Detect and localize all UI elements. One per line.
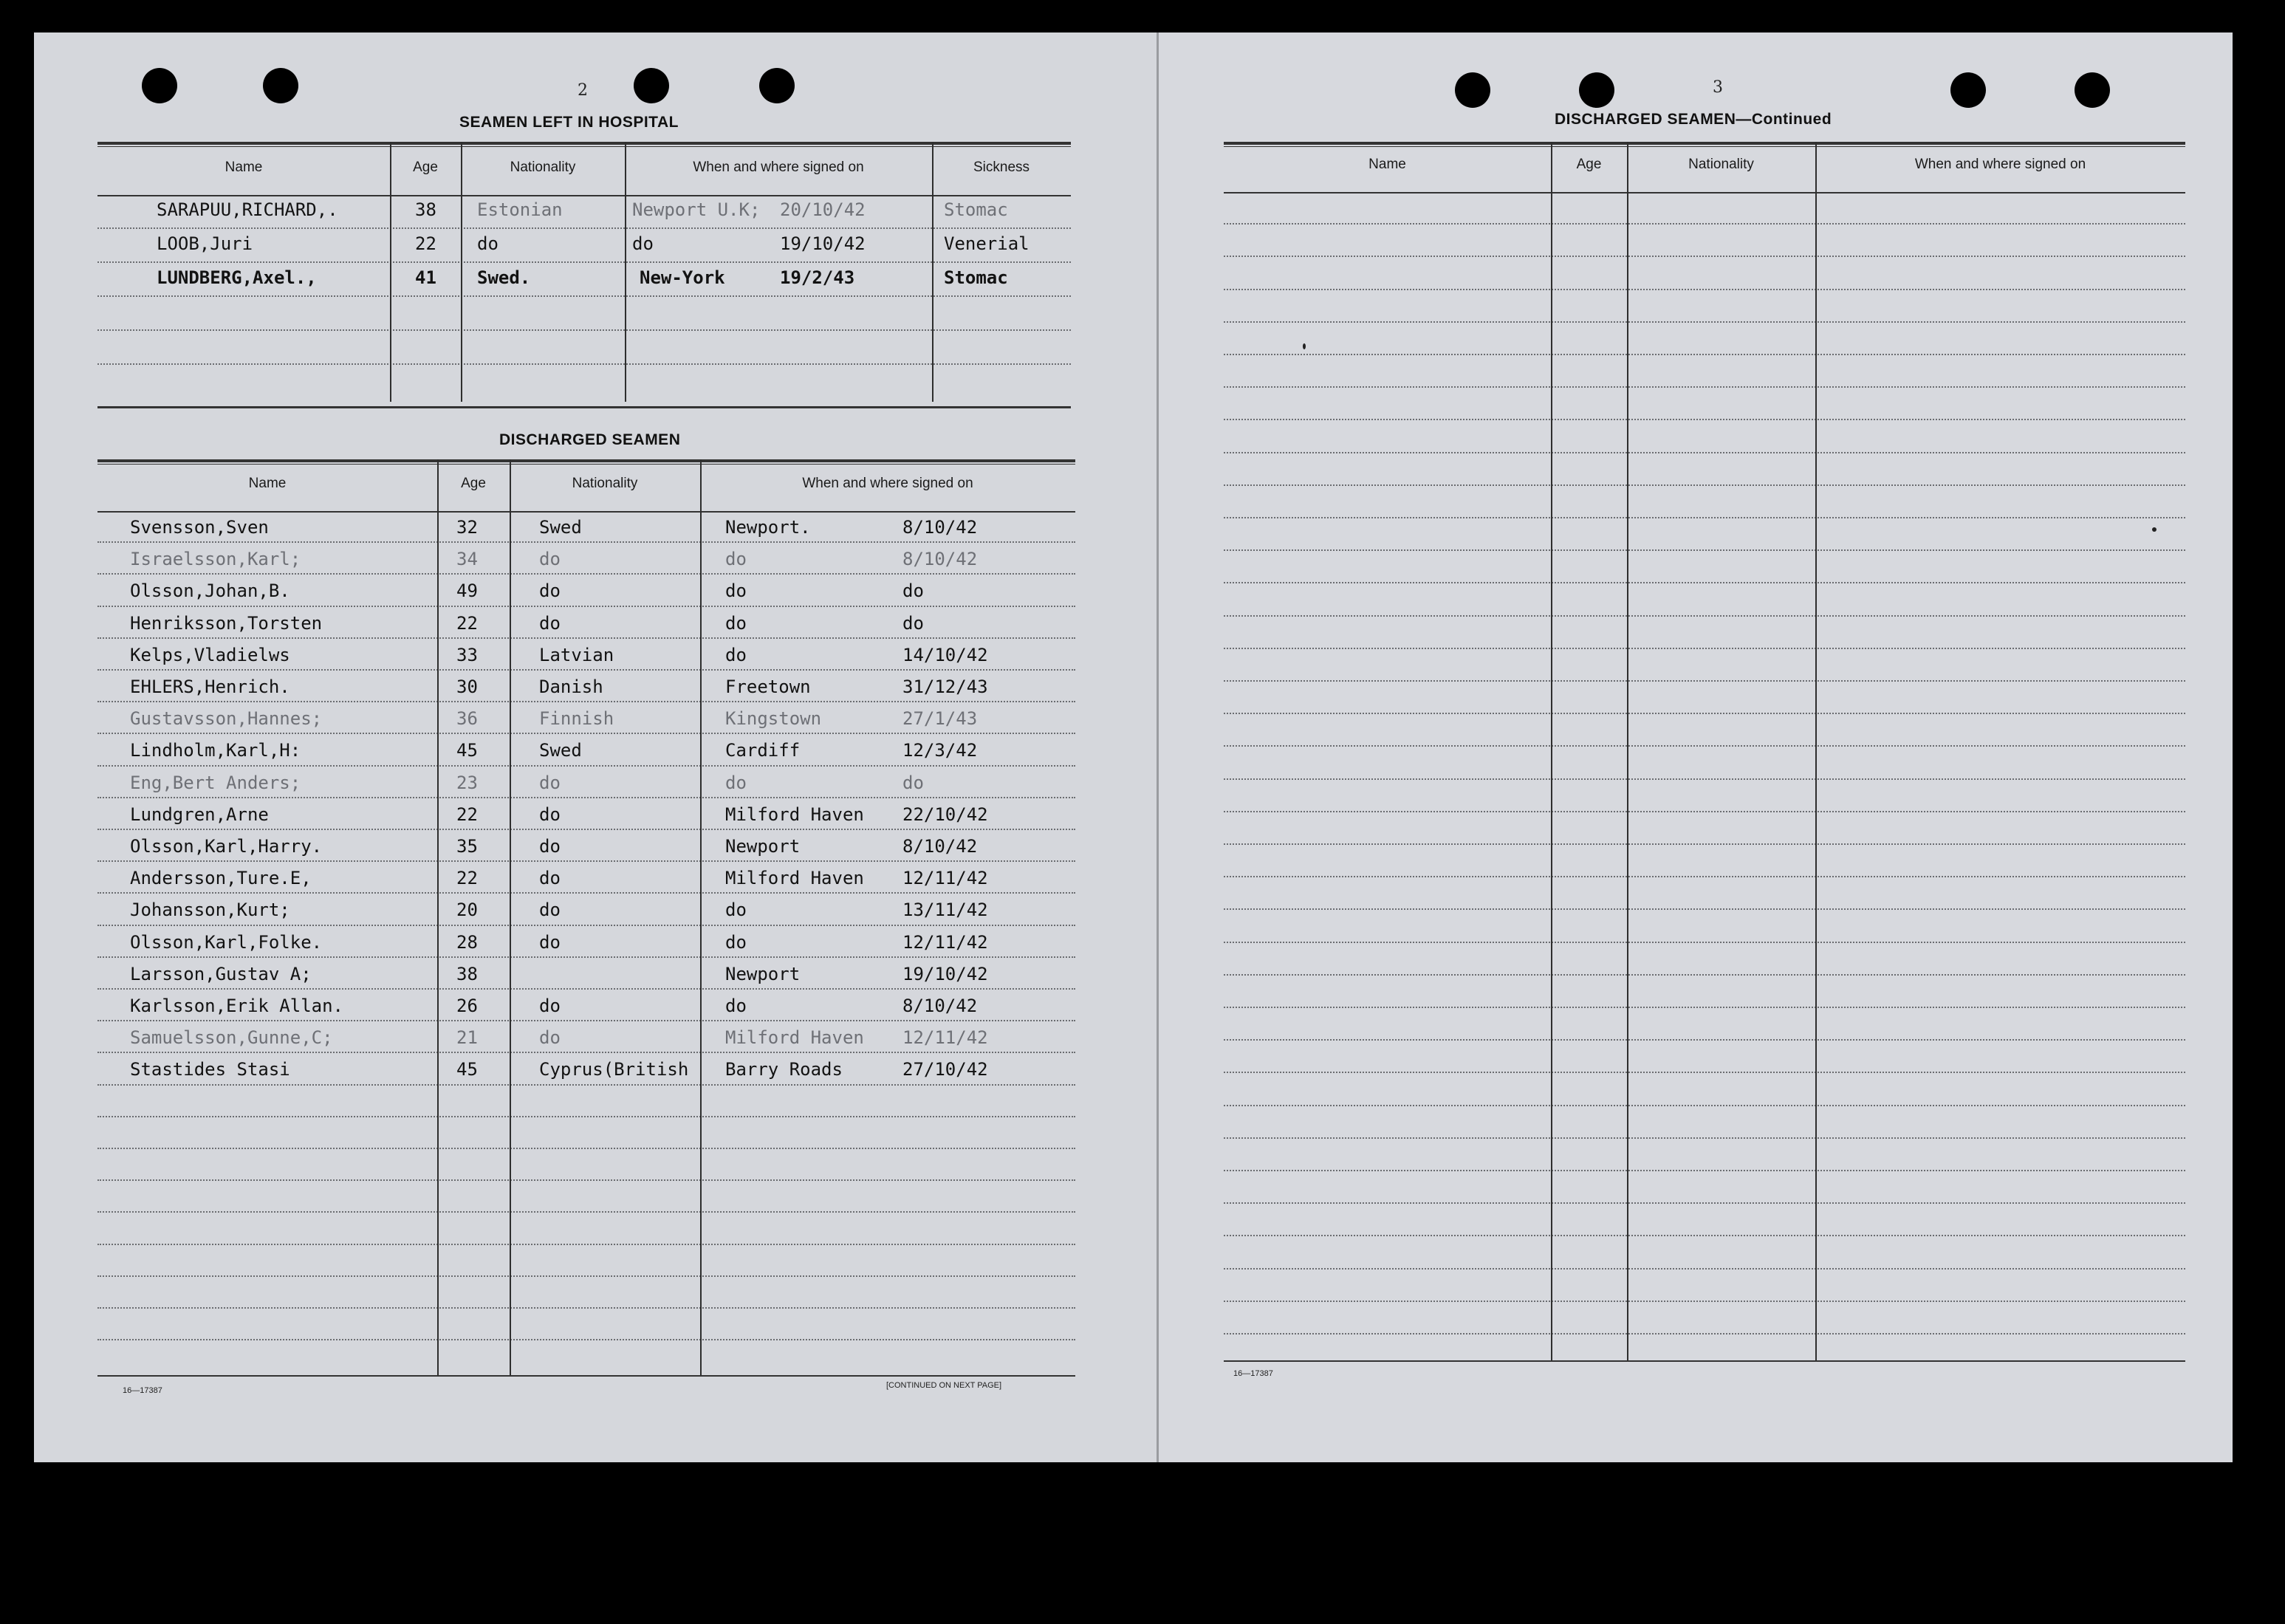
row-rule	[1224, 974, 2185, 976]
seaman-age: 22	[456, 868, 478, 888]
row-rule	[1224, 680, 2185, 682]
seaman-age: 49	[456, 580, 478, 601]
seaman-name: Eng,Bert Anders;	[130, 772, 301, 793]
seaman-signed-date: 19/10/42	[902, 964, 988, 984]
seaman-nationality: do	[539, 1027, 561, 1048]
row-rule	[97, 1307, 1075, 1309]
column-header-age: Age	[1576, 157, 1602, 172]
column-header-age: Age	[413, 160, 438, 175]
seaman-signed-place: Newport	[725, 836, 801, 857]
header-rule	[97, 511, 1075, 513]
row-rule	[97, 765, 1075, 767]
row-rule	[1224, 419, 2185, 420]
patient-age: 41	[415, 267, 436, 288]
patient-signed-date: 19/2/43	[780, 267, 855, 288]
form-number: 16—17387	[123, 1386, 162, 1395]
seaman-signed-date: 13/11/42	[902, 900, 988, 920]
column-header-name: Name	[1368, 157, 1406, 172]
seaman-name: Henriksson,Torsten	[130, 613, 323, 634]
row-rule	[97, 606, 1075, 607]
seaman-nationality: do	[539, 900, 561, 920]
row-rule	[1224, 582, 2185, 583]
seaman-age: 45	[456, 740, 478, 761]
row-rule	[1224, 648, 2185, 649]
seaman-age: 26	[456, 996, 478, 1016]
seaman-age: 20	[456, 900, 478, 920]
discharged-section-title: DISCHARGED SEAMEN	[499, 431, 681, 448]
seaman-nationality: Cyprus(British	[539, 1059, 689, 1080]
row-rule	[1224, 549, 2185, 551]
seaman-signed-date: 14/10/42	[902, 645, 988, 665]
punch-hole-icon	[142, 68, 177, 103]
column-divider	[1551, 142, 1552, 1360]
bottom-rule	[97, 406, 1071, 408]
top-rule	[1224, 142, 2185, 145]
seaman-signed-date: do	[902, 580, 924, 601]
row-rule	[1224, 942, 2185, 943]
row-rule	[1224, 1105, 2185, 1106]
seaman-signed-place: do	[725, 549, 747, 569]
seaman-name: Johansson,Kurt;	[130, 900, 290, 920]
row-rule	[1224, 1007, 2185, 1008]
row-rule	[1224, 484, 2185, 486]
header-rule	[97, 195, 1071, 196]
row-rule	[1224, 1072, 2185, 1073]
seaman-name: Olsson,Johan,B.	[130, 580, 290, 601]
row-rule	[97, 1052, 1075, 1053]
patient-nationality: Estonian	[477, 199, 563, 220]
seaman-age: 34	[456, 549, 478, 569]
row-rule	[97, 892, 1075, 894]
seaman-nationality: do	[539, 549, 561, 569]
seaman-age: 22	[456, 804, 478, 825]
row-rule	[1224, 876, 2185, 877]
column-header-nationality: Nationality	[1688, 157, 1754, 172]
row-rule	[97, 1020, 1075, 1021]
seaman-name: Lindholm,Karl,H:	[130, 740, 301, 761]
row-rule	[1224, 1039, 2185, 1041]
row-rule	[1224, 811, 2185, 812]
row-rule	[97, 669, 1075, 671]
row-rule	[1224, 778, 2185, 780]
row-rule	[97, 329, 1071, 331]
patient-signed-place: do	[632, 233, 654, 254]
column-divider	[625, 142, 626, 402]
row-rule	[97, 956, 1075, 958]
seaman-signed-date: 8/10/42	[902, 836, 978, 857]
punch-hole-icon	[759, 68, 795, 103]
seaman-signed-place: do	[725, 772, 747, 793]
patient-sickness: Stomac	[944, 199, 1008, 220]
row-rule	[97, 829, 1075, 830]
row-rule	[1224, 1268, 2185, 1270]
page-number: 3	[1713, 78, 1723, 97]
seaman-age: 36	[456, 708, 478, 729]
row-rule	[1224, 745, 2185, 747]
seaman-signed-date: 27/1/43	[902, 708, 978, 729]
row-rule	[97, 925, 1075, 926]
seaman-name: Larsson,Gustav A;	[130, 964, 312, 984]
seaman-signed-date: 12/11/42	[902, 932, 988, 953]
seaman-age: 22	[456, 613, 478, 634]
seaman-nationality: do	[539, 932, 561, 953]
top-rule-thin	[97, 146, 1071, 147]
patient-signed-date: 19/10/42	[780, 233, 866, 254]
right-page	[1159, 32, 2233, 1462]
seaman-signed-place: do	[725, 613, 747, 634]
seaman-age: 30	[456, 676, 478, 697]
top-rule-thin	[97, 464, 1075, 465]
top-rule	[97, 142, 1071, 145]
row-rule	[97, 797, 1075, 798]
punch-hole-icon	[2075, 72, 2110, 108]
column-divider	[437, 459, 439, 1375]
seaman-signed-place: Milford Haven	[725, 1027, 864, 1048]
top-rule-thin	[1224, 146, 2185, 147]
row-rule	[1224, 256, 2185, 257]
punch-hole-icon	[1455, 72, 1490, 108]
row-rule	[97, 1084, 1075, 1086]
seaman-name: Kelps,Vladielws	[130, 645, 290, 665]
column-header-sickness: Sickness	[973, 160, 1030, 175]
row-rule	[1224, 223, 2185, 225]
punch-hole-icon	[1579, 72, 1614, 108]
seaman-name: Stastides Stasi	[130, 1059, 290, 1080]
seaman-signed-date: 8/10/42	[902, 549, 978, 569]
seaman-signed-date: 31/12/43	[902, 676, 988, 697]
seaman-signed-place: Newport.	[725, 517, 811, 538]
header-rule	[1224, 192, 2185, 193]
seaman-signed-place: do	[725, 645, 747, 665]
column-divider	[510, 459, 511, 1375]
column-divider	[1627, 142, 1628, 1360]
column-header-nationality: Nationality	[572, 476, 638, 491]
seaman-nationality: do	[539, 804, 561, 825]
column-header-name: Name	[248, 476, 287, 491]
patient-name: LUNDBERG,Axel.,	[157, 267, 317, 288]
column-header-nationality: Nationality	[510, 160, 576, 175]
patient-signed-place: Newport U.K;	[632, 199, 761, 220]
seaman-name: Karlsson,Erik Allan.	[130, 996, 343, 1016]
seaman-signed-place: do	[725, 932, 747, 953]
column-header-age: Age	[461, 476, 486, 491]
seaman-age: 45	[456, 1059, 478, 1080]
seaman-nationality: do	[539, 772, 561, 793]
seaman-signed-date: 12/3/42	[902, 740, 978, 761]
seaman-signed-place: Kingstown	[725, 708, 822, 729]
row-rule	[97, 573, 1075, 575]
column-header-name: Name	[225, 160, 263, 175]
seaman-signed-place: do	[725, 580, 747, 601]
seaman-name: Samuelsson,Gunne,C;	[130, 1027, 333, 1048]
seaman-age: 21	[456, 1027, 478, 1048]
page-number: 2	[578, 81, 588, 100]
row-rule	[97, 988, 1075, 990]
seaman-name: Andersson,Ture.E,	[130, 868, 312, 888]
row-rule	[1224, 1333, 2185, 1335]
seaman-signed-place: Newport	[725, 964, 801, 984]
row-rule	[1224, 321, 2185, 323]
row-rule	[1224, 843, 2185, 845]
column-divider	[1815, 142, 1817, 1360]
ink-speck	[2152, 527, 2156, 532]
column-divider	[932, 142, 933, 402]
seaman-signed-date: 27/10/42	[902, 1059, 988, 1080]
bottom-rule	[97, 1375, 1075, 1377]
row-rule	[97, 1148, 1075, 1149]
row-rule	[97, 227, 1071, 229]
row-rule	[97, 261, 1071, 263]
column-divider	[461, 142, 462, 402]
row-rule	[97, 637, 1075, 639]
row-rule	[97, 733, 1075, 734]
row-rule	[1224, 1235, 2185, 1236]
seaman-name: EHLERS,Henrich.	[130, 676, 290, 697]
row-rule	[97, 363, 1071, 365]
row-rule	[97, 1275, 1075, 1277]
continued-note: [CONTINUED ON NEXT PAGE]	[886, 1381, 1002, 1390]
row-rule	[97, 1116, 1075, 1117]
row-rule	[1224, 1301, 2185, 1302]
seaman-name: Israelsson,Karl;	[130, 549, 301, 569]
column-header-when-and-where-signed-on: When and where signed on	[693, 160, 864, 175]
bottom-rule	[1224, 1360, 2185, 1362]
column-header-when-and-where-signed-on: When and where signed on	[802, 476, 973, 491]
seaman-age: 23	[456, 772, 478, 793]
column-header-when-and-where-signed-on: When and where signed on	[1914, 157, 2086, 172]
seaman-signed-place: do	[725, 996, 747, 1016]
seaman-nationality: Swed	[539, 517, 582, 538]
seaman-age: 35	[456, 836, 478, 857]
ink-speck	[1303, 343, 1306, 349]
seaman-signed-place: Milford Haven	[725, 804, 864, 825]
patient-signed-place: New-York	[640, 267, 725, 288]
seaman-signed-date: 12/11/42	[902, 1027, 988, 1048]
seaman-nationality: Swed	[539, 740, 582, 761]
seaman-nationality: do	[539, 613, 561, 634]
top-rule	[97, 459, 1075, 462]
row-rule	[1224, 289, 2185, 290]
seaman-nationality: Finnish	[539, 708, 614, 729]
seaman-age: 33	[456, 645, 478, 665]
patient-sickness: Venerial	[944, 233, 1030, 254]
seaman-signed-place: Freetown	[725, 676, 811, 697]
punch-hole-icon	[1950, 72, 1986, 108]
seaman-nationality: do	[539, 996, 561, 1016]
seaman-nationality: Latvian	[539, 645, 614, 665]
seaman-name: Gustavsson,Hannes;	[130, 708, 323, 729]
punch-hole-icon	[634, 68, 669, 103]
seaman-signed-place: do	[725, 900, 747, 920]
seaman-nationality: do	[539, 868, 561, 888]
row-rule	[97, 541, 1075, 543]
row-rule	[97, 701, 1075, 702]
continued-section-title: DISCHARGED SEAMEN—Continued	[1555, 111, 1832, 128]
row-rule	[1224, 908, 2185, 910]
row-rule	[1224, 354, 2185, 355]
row-rule	[1224, 1202, 2185, 1204]
row-rule	[97, 860, 1075, 862]
patient-name: SARAPUU,RICHARD,.	[157, 199, 338, 220]
seaman-signed-date: 12/11/42	[902, 868, 988, 888]
column-divider	[700, 459, 702, 1375]
seaman-age: 28	[456, 932, 478, 953]
row-rule	[1224, 1137, 2185, 1139]
seaman-name: Olsson,Karl,Harry.	[130, 836, 323, 857]
left-page	[34, 32, 1159, 1462]
row-rule	[1224, 615, 2185, 617]
form-number: 16—17387	[1233, 1369, 1273, 1378]
patient-name: LOOB,Juri	[157, 233, 253, 254]
row-rule	[97, 1211, 1075, 1213]
row-rule	[97, 1179, 1075, 1181]
seaman-signed-place: Barry Roads	[725, 1059, 843, 1080]
seaman-signed-date: 22/10/42	[902, 804, 988, 825]
hospital-section-title: SEAMEN LEFT IN HOSPITAL	[459, 114, 679, 131]
patient-age: 38	[415, 199, 436, 220]
patient-nationality: do	[477, 233, 499, 254]
seaman-signed-date: do	[902, 772, 924, 793]
seaman-age: 38	[456, 964, 478, 984]
seaman-name: Olsson,Karl,Folke.	[130, 932, 323, 953]
row-rule	[1224, 452, 2185, 453]
seaman-name: Svensson,Sven	[130, 517, 269, 538]
row-rule	[1224, 1170, 2185, 1171]
patient-sickness: Stomac	[944, 267, 1008, 288]
column-divider	[390, 142, 391, 402]
seaman-signed-place: Cardiff	[725, 740, 801, 761]
row-rule	[1224, 386, 2185, 388]
patient-age: 22	[415, 233, 436, 254]
row-rule	[1224, 517, 2185, 518]
seaman-nationality: do	[539, 836, 561, 857]
seaman-signed-date: 8/10/42	[902, 996, 978, 1016]
row-rule	[97, 1244, 1075, 1245]
seaman-nationality: Danish	[539, 676, 603, 697]
seaman-age: 32	[456, 517, 478, 538]
seaman-signed-place: Milford Haven	[725, 868, 864, 888]
seaman-name: Lundgren,Arne	[130, 804, 269, 825]
row-rule	[97, 295, 1071, 297]
seaman-signed-date: 8/10/42	[902, 517, 978, 538]
punch-hole-icon	[263, 68, 298, 103]
patient-signed-date: 20/10/42	[780, 199, 866, 220]
seaman-nationality: do	[539, 580, 561, 601]
row-rule	[97, 1339, 1075, 1340]
patient-nationality: Swed.	[477, 267, 531, 288]
seaman-signed-date: do	[902, 613, 924, 634]
row-rule	[1224, 713, 2185, 714]
